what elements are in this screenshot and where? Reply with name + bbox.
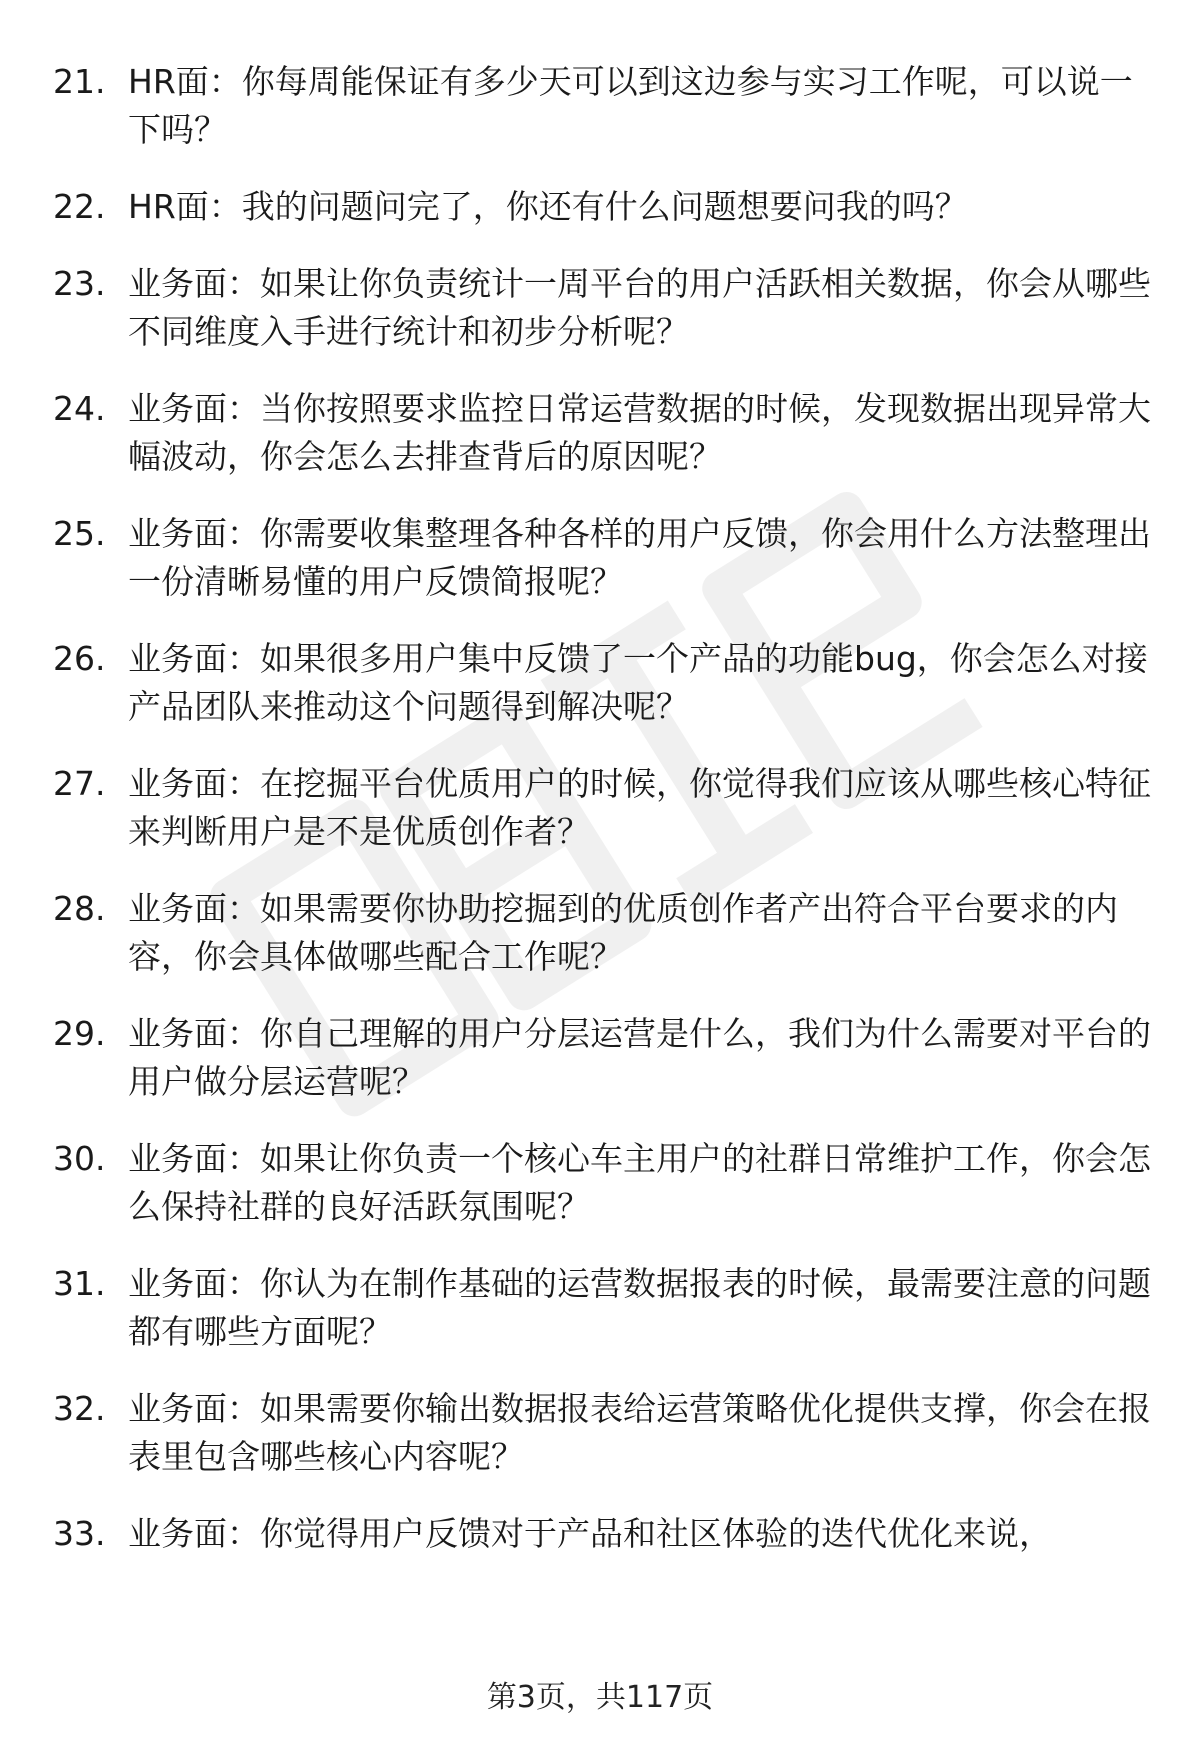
question-item	[0, 885, 1200, 981]
question-number: 27.	[53, 764, 106, 803]
question-text: 业务面：你觉得用户反馈对于产品和社区体验的迭代优化来说，	[128, 1514, 1052, 1553]
question-text: HR面：你每周能保证有多少天可以到这边参与实习工作呢，可以说一下吗？	[128, 62, 1133, 149]
question-text: 业务面：如果很多用户集中反馈了一个产品的功能bug，你会怎么对接产品团队来推动这个问题得到解决呢？	[128, 639, 1148, 726]
question-item	[0, 58, 1200, 154]
question-item	[0, 760, 1200, 856]
question-number: 25.	[53, 514, 106, 553]
question-item	[0, 635, 1200, 731]
question-list	[0, 58, 1200, 1587]
question-item	[0, 385, 1200, 481]
question-text: 业务面：当你按照要求监控日常运营数据的时候，发现数据出现异常大幅波动，你会怎么去排查背后的原因呢？	[128, 389, 1151, 476]
question-text: 业务面：如果需要你输出数据报表给运营策略优化提供支撑，你会在报表里包含哪些核心内容呢？	[128, 1389, 1151, 1476]
question-item	[0, 260, 1200, 356]
question-number: 21.	[53, 62, 106, 101]
question-item	[0, 1510, 1200, 1558]
question-item	[0, 1385, 1200, 1481]
question-number: 26.	[53, 639, 106, 678]
question-item	[0, 1135, 1200, 1231]
question-text: 业务面：如果让你负责一个核心车主用户的社群日常维护工作，你会怎么保持社群的良好活跃氛围呢？	[128, 1139, 1151, 1226]
question-number: 29.	[53, 1014, 106, 1053]
question-number: 33.	[53, 1514, 106, 1553]
question-item	[0, 510, 1200, 606]
question-text: 业务面：你自己理解的用户分层运营是什么，我们为什么需要对平台的用户做分层运营呢？	[128, 1014, 1151, 1101]
question-item	[0, 1260, 1200, 1356]
question-item	[0, 183, 1200, 231]
question-text: 业务面：如果让你负责统计一周平台的用户活跃相关数据，你会从哪些不同维度入手进行统计和初步分析呢？	[128, 264, 1151, 351]
question-number: 22.	[53, 187, 106, 226]
question-item	[0, 1010, 1200, 1106]
question-number: 32.	[53, 1389, 106, 1428]
question-number: 31.	[53, 1264, 106, 1303]
question-text: 业务面：在挖掘平台优质用户的时候，你觉得我们应该从哪些核心特征来判断用户是不是优质创作者？	[128, 764, 1151, 851]
question-text: HR面：我的问题问完了，你还有什么问题想要问我的吗？	[128, 187, 968, 226]
question-number: 30.	[53, 1139, 106, 1178]
question-number: 24.	[53, 389, 106, 428]
question-number: 28.	[53, 889, 106, 928]
question-text: 业务面：你认为在制作基础的运营数据报表的时候，最需要注意的问题都有哪些方面呢？	[128, 1264, 1151, 1351]
question-text: 业务面：如果需要你协助挖掘到的优质创作者产出符合平台要求的内容，你会具体做哪些配合工作呢？	[128, 889, 1118, 976]
question-number: 23.	[53, 264, 106, 303]
page-footer: 第3页，共117页	[486, 1680, 714, 1715]
question-text: 业务面：你需要收集整理各种各样的用户反馈，你会用什么方法整理出一份清晰易懂的用户反馈简报呢？	[128, 514, 1151, 601]
